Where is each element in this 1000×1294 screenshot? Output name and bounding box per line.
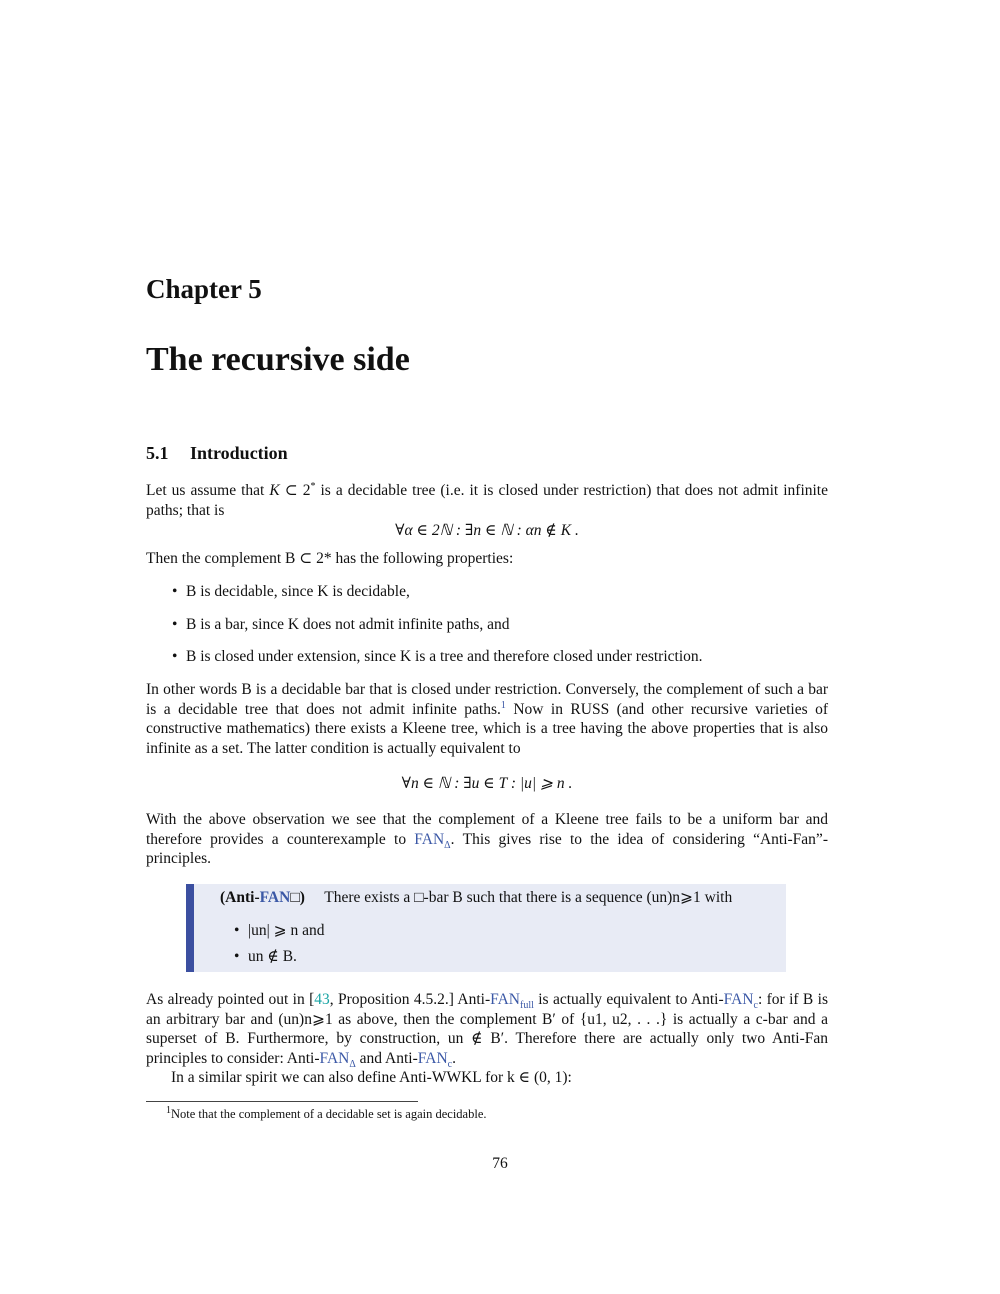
paragraph-4: With the above observation we see that the complement of a Kleene tree fails to be a uniform bar and therefore provides a counterexample to $FAN_\Delta$. This gives rise to the idea of considering “Anti-Fan”-principles. — [146, 811, 828, 867]
fan-link[interactable]: $FAN_\Delta$ — [414, 830, 451, 851]
section-heading — [146, 442, 828, 464]
paragraph-5: As already pointed out in [43, Proposition 4.5.2.] Anti-$FAN_{full}$ is actually equivalent to Anti-$FAN_c$: for if B is an arbitrary bar and (un)n⩾1 as above, then the complement B′ of {u1, u2, . . .} is actually a c-bar and a superset of B. Furthermore, by construction, un ∉ B′. Therefore there are actually only two Anti-Fan principles to consider: Anti-$FAN_\Delta$ and Anti-$FAN_c$. In a similar spirit we can also define Anti-WWKL for k ∈ (0, 1): — [146, 991, 828, 1086]
principle-statement: (Anti-FAN□) There exists a □-bar B such that there is a sequence (un)n⩾1 with — [220, 889, 733, 906]
footnote-link[interactable]: 1 — [500, 699, 506, 711]
footnote-rule — [146, 1101, 418, 1102]
paragraph-2: Then the complement B ⊂ 2* has the following properties: — [146, 550, 514, 567]
citation-link[interactable]: 43 — [314, 991, 330, 1008]
paragraph-6: In a similar spirit we can also define Anti-WWKL for k ∈ (0, 1): — [171, 1069, 572, 1086]
list-item: • B is a bar, since K does not admit infinite paths, and — [172, 616, 510, 633]
paragraph-1: Let us assume that K ⊂ 2* is a decidable tree (i.e. it is closed under restriction) that does not admit infinite paths; that is ∀α ∈ 2ℕ : ∃n ∈ ℕ : αn ∉ K . — [146, 480, 828, 539]
fan-link[interactable]: $FAN_{full}$ — [490, 991, 534, 1012]
equation-2: ∀n ∈ ℕ : ∃u ∈ T : |u| ⩾ n . — [401, 775, 573, 792]
fan-link[interactable]: $FAN_c$ — [417, 1049, 453, 1070]
equation-1: ∀α ∈ 2ℕ : ∃n ∈ ℕ : αn ∉ K . — [395, 522, 579, 539]
list-item: • B is decidable, since K is decidable, — [172, 583, 410, 600]
list-item: • B is closed under extension, since K is a tree and therefore closed under restriction. — [172, 648, 703, 665]
footnote: $^1$Note that the complement of a decidable set is again decidable. — [166, 1104, 487, 1121]
principle-box — [186, 884, 786, 972]
fan-link[interactable]: FAN — [259, 889, 291, 906]
fan-link[interactable]: $FAN_c$ — [723, 991, 758, 1012]
paragraph-3: In other words B is a decidable bar that is closed under restriction. Conversely, the complement of such a bar is a decidable tree that does not admit infinite paths.$^1$ Now in RUSS (and other recursive varieties of constructive mathematics) there exists a Kleene tree, which is a tree having the above properties that is also infinite as a set. The latter condition is actually equivalent to — [146, 681, 828, 757]
page-number: 76 — [492, 1155, 508, 1172]
fan-link[interactable]: $FAN_\Delta$ — [319, 1049, 356, 1070]
list-item: • |un| ⩾ n and — [234, 922, 325, 939]
list-item: • un ∉ B. — [234, 948, 297, 965]
section-title: Introduction — [190, 443, 288, 463]
chapter-title: The recursive side — [146, 341, 410, 378]
section-number: 5.1 — [146, 443, 169, 463]
chapter-label: Chapter 5 — [146, 274, 262, 304]
